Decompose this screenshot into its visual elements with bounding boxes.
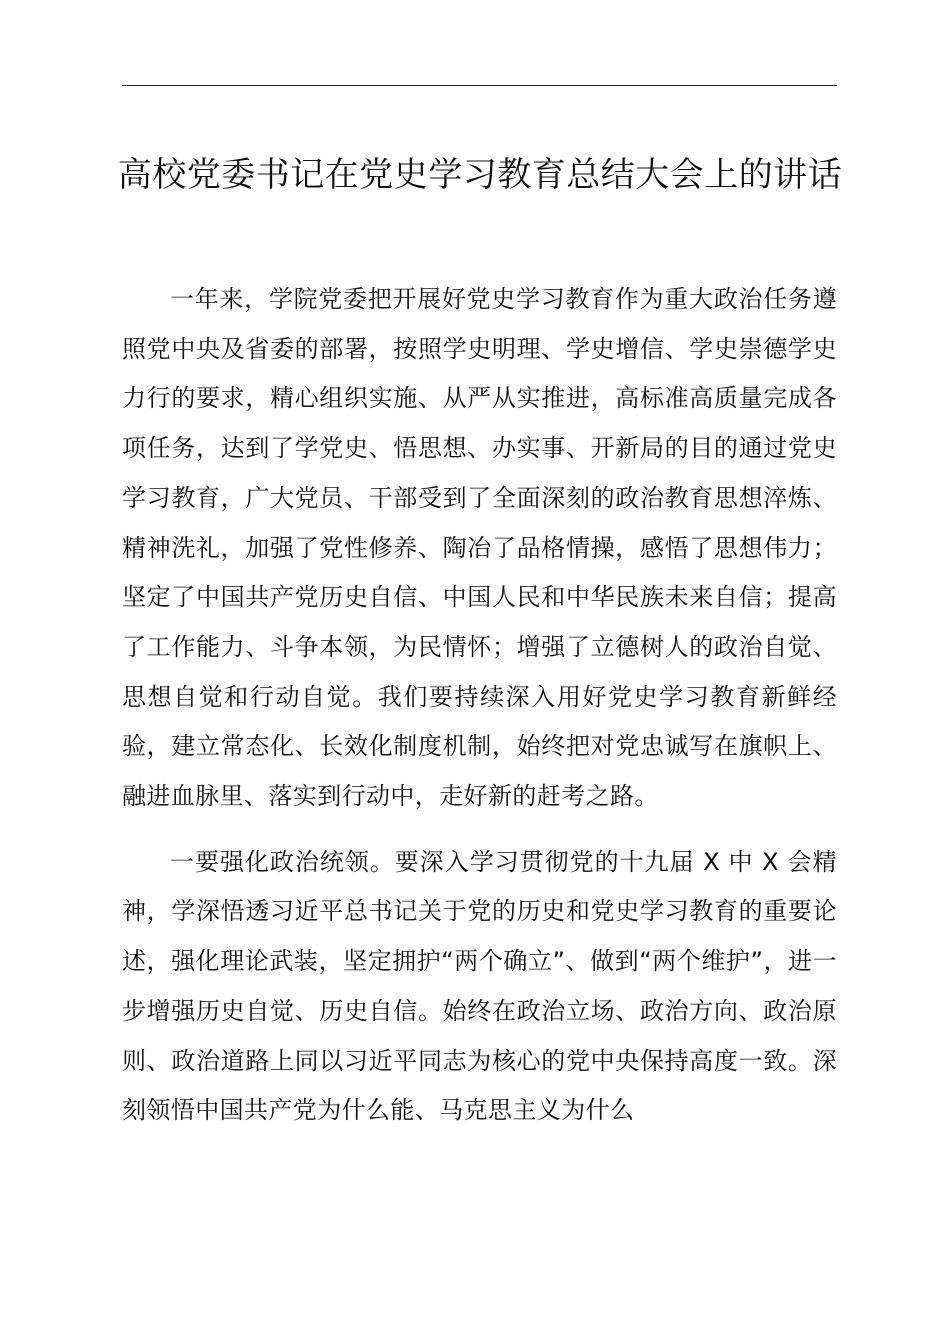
paragraph-2: 一要强化政治统领。要深入学习贯彻党的十九届 X 中 X 会精神，学深悟透习近平总书记关于党的历史和党史学习教育的重要论述，强化理论武装，坚定拥护“两个确立”、做到“两个维护”，进一步增强历史自觉、历史自信。始终在政治立场、政治方向、政治原则、政治道路上同以习近平同志为核心的党中央保持高度一致。深刻领悟中国共产党为什么能、马克思主义为什么 (122, 847, 837, 1125)
document-body (122, 275, 837, 1136)
document-title: 高校党委书记在党史学习教育总结大会上的讲话 (117, 155, 843, 195)
header-rule (122, 85, 837, 86)
paragraph-1: 一年来，学院党委把开展好党史学习教育作为重大政治任务遵照党中央及省委的部署，按照学史明理、学史增信、学史崇德学史力行的要求，精心组织实施、从严从实推进，高标准高质量完成各项任务，达到了学党史、悟思想、办实事、开新局的目的通过党史学习教育，广大党员、干部受到了全面深刻的政治教育思想淬炼、精神洗礼，加强了党性修养、陶冶了品格情操，感悟了思想伟力；坚定了中国共产党历史自信、中国人民和中华民族未来自信；提高了工作能力、斗争本领，为民情怀；增强了立德树人的政治自觉、思想自觉和行动自觉。我们要持续深入用好党史学习教育新鲜经验，建立常态化、长效化制度机制，始终把对党忠诚写在旗帜上、融进血脉里、落实到行动中，走好新的赶考之路。 (122, 285, 837, 811)
